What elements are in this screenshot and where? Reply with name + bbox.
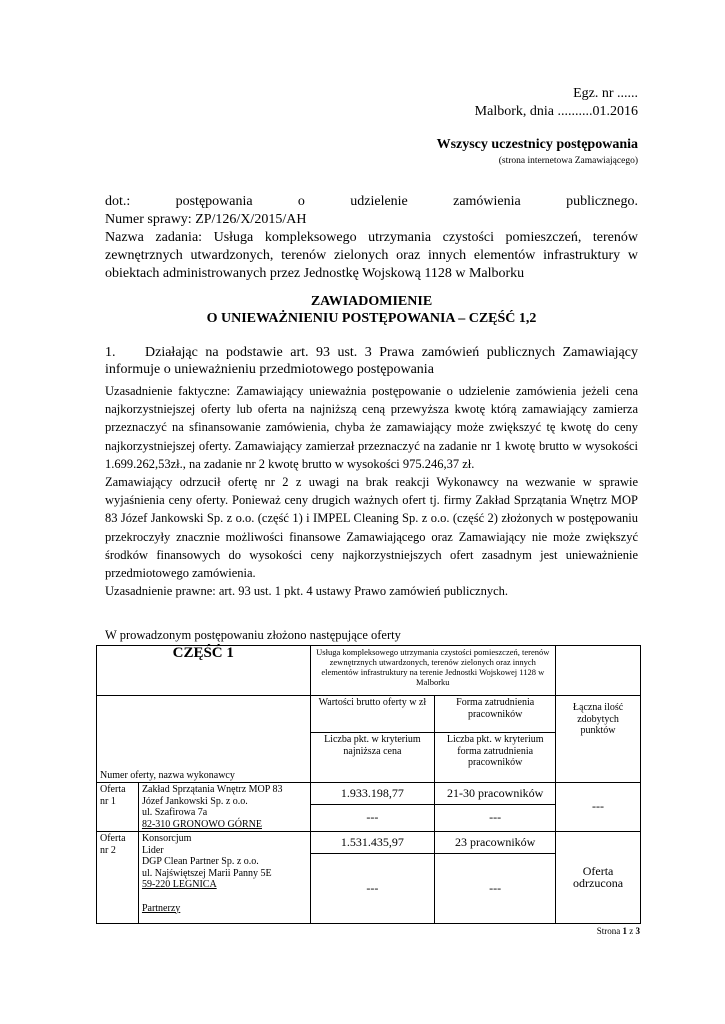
col-employment: Forma zatrudnienia pracowników — [435, 696, 556, 733]
contractor-line: Konsorcjum — [141, 833, 192, 844]
offer-points-price: --- — [310, 854, 435, 924]
document-title — [105, 293, 638, 327]
reference-dot-line — [105, 193, 638, 211]
contractor-line: DGP Clean Partner Sp. z o.o. — [141, 856, 259, 867]
reference-block — [105, 193, 638, 283]
col-points-price: Liczba pkt. w kryterium najniższa cena — [310, 733, 435, 783]
part-description: Usługa kompleksowego utrzymania czystości pomieszczeń, terenów zewnętrznych utwardzonych, terenów zielonych oraz innych elementów infrastruktury na terenie Jednostki Wojskowej 1128 w Malborku — [310, 646, 556, 696]
contractor-partners: Partnerzy — [141, 902, 181, 914]
contractor-line: Lider — [141, 844, 164, 856]
copy-number: Egz. nr ...... — [573, 86, 638, 101]
contractor-cell — [138, 783, 310, 832]
point-number: 1. — [105, 345, 116, 360]
reference-word: udzielenie — [350, 194, 408, 209]
offer-total: --- — [556, 783, 641, 832]
offer-employment: 21-30 pracowników — [435, 783, 556, 805]
part-label: CZĘŚĆ 1 — [97, 646, 311, 696]
reference-word: publicznego. — [566, 194, 638, 209]
header-empty-cell — [556, 646, 641, 696]
reference-word: zamówienia — [453, 194, 521, 209]
page-footer — [597, 926, 640, 936]
col-total: Łączna ilość zdobytych punktów — [556, 696, 641, 783]
contractor-city: 59-220 LEGNICA — [141, 879, 217, 890]
title-line-2: O UNIEWAŻNIENIU POSTĘPOWANIA – CZĘŚĆ 1,2 — [206, 311, 537, 326]
offer-price: 1.531.435,97 — [310, 832, 435, 854]
col-price: Wartości brutto oferty w zł — [310, 696, 435, 733]
legal-justification: Uzasadnienie prawne: art. 93 ust. 1 pkt. 4 ustawy Prawo zamówień publicznych. — [105, 584, 509, 599]
table-row — [97, 832, 641, 854]
offers-table — [96, 645, 641, 924]
table-row — [97, 783, 641, 805]
recipient-sub: (strona internetowa Zamawiającego) — [498, 156, 638, 166]
place-date: Malbork, dnia ..........01.2016 — [474, 104, 638, 119]
contractor-line: ul. Najświętszej Marii Panny 5E — [141, 867, 272, 879]
reference-word: o — [297, 194, 305, 209]
point-text: Działając na podstawie art. 93 ust. 3 Prawa zamówień publicznych Zamawiający informuje o unieważnieniu przedmiotowego postępowania — [105, 345, 638, 377]
offer-points-employment: --- — [435, 805, 556, 832]
justification — [105, 382, 638, 600]
contractor-line: Zakład Sprzątania Wnętrz MOP 83 — [141, 784, 283, 795]
footer-prefix: Strona — [596, 926, 621, 936]
title-line-1: ZAWIADOMIENIE — [310, 294, 433, 309]
point-1 — [105, 344, 638, 378]
case-number: Numer sprawy: ZP/126/X/2015/AH — [105, 212, 307, 227]
rejection-justification: Zamawiający odrzucił ofertę nr 2 z uwagi na brak reakcji Wykonawcy na wezwanie w sprawie wyjaśnienia ceny oferty. Ponieważ ceny drugich ważnych ofert tj. firmy Zakład Sprzątania Wnętrz MOP 83 Józef Jankowski Sp. z o.o. (część 1) i IMPEL Cleaning Sp. z o.o. (część 2) złożonych w postępowaniu przekroczyły znacznie możliwości finansowe Zamawiającego oraz Zamawiający nie może zwiększyć środków finansowych do wysokości ceny najkorzystniejszych ofert zasadnym jest unieważnienie przedmiotowego zamówienia. — [105, 475, 638, 581]
col-offer-name: Numer oferty, nazwa wykonawcy — [97, 696, 311, 783]
contractor-line: ul. Szafirowa 7a — [141, 807, 208, 818]
recipient: Wszyscy uczestnicy postępowania — [436, 137, 638, 152]
reference-word: dot.: — [105, 194, 131, 209]
col-points-employment: Liczba pkt. w kryterium forma zatrudnienia pracowników — [435, 733, 556, 783]
offer-employment: 23 pracowników — [435, 832, 556, 854]
footer-of: z — [629, 926, 634, 936]
contractor-cell — [138, 832, 310, 924]
offer-points-employment: --- — [435, 854, 556, 924]
offer-number: Oferta nr 2 — [97, 832, 139, 924]
offer-points-price: --- — [310, 805, 435, 832]
footer-total: 3 — [635, 926, 640, 936]
contractor-line: Józef Jankowski Sp. z o.o. — [141, 795, 248, 807]
table-header-row — [97, 696, 641, 733]
factual-justification: Uzasadnienie faktyczne: Zamawiający unieważnia postępowanie o udzielenie zamówienia jeżeli cena najkorzystniejszej oferty lub oferta na najniższą ceną przewyższa kwotę którą zamawiający zamierza przeznaczyć na sfinansowanie zamówienia, chyba że zamawiający może zwiększyć tę kwotę do ceny najkorzystniejszej oferty. Zamawiający zamierzał przeznaczyć na zadanie nr 1 kwotę brutto w wysokości 1.699.262,53zł., na zadanie nr 2 kwotę brutto w wysokości 975.246,37 zł. — [105, 384, 638, 471]
offer-total: Oferta odrzucona — [556, 832, 641, 924]
task-name: Nazwa zadania: Usługa kompleksowego utrzymania czystości pomieszczeń, terenów zewnętrznych utwardzonych, terenów zielonych oraz innych elementów infrastruktury w obiektach administrowanych przez Jednostkę Wojskową 1128 w Malborku — [105, 230, 638, 281]
offer-price: 1.933.198,77 — [310, 783, 435, 805]
offers-intro: W prowadzonym postępowaniu złożono następujące oferty — [105, 628, 401, 642]
footer-page: 1 — [622, 926, 627, 936]
offer-number: Oferta nr 1 — [97, 783, 139, 832]
contractor-city: 82-310 GRONOWO GÓRNE — [141, 818, 262, 830]
reference-word: postępowania — [175, 194, 253, 209]
table-header-row — [97, 646, 641, 696]
